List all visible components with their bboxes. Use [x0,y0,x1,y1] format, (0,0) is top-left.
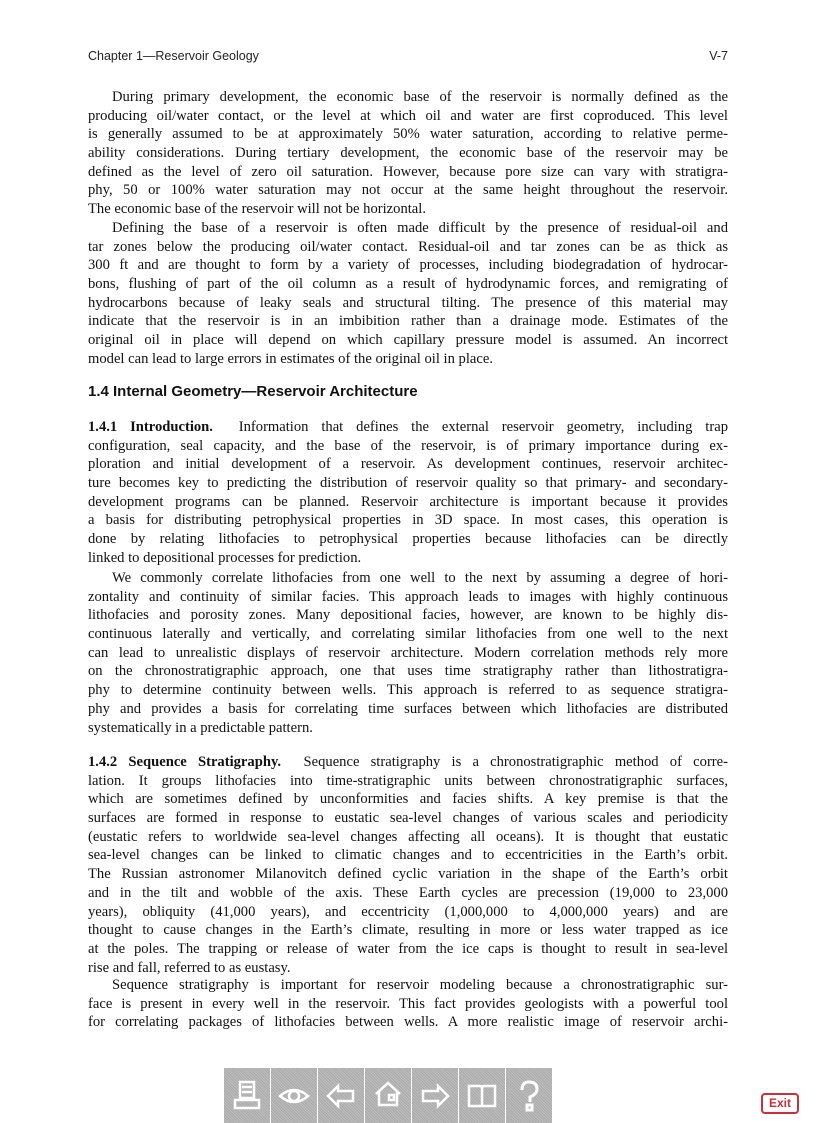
running-header-chapter: Chapter 1—Reservoir Geology [88,49,259,63]
print-icon [230,1079,264,1113]
text-line: During primary development, the economic base of the reservoir is normally defined as the [112,89,728,105]
text-line: and in the tilt and wobble of the axis. These Earth cycles are precession (19,000 to 23,000 [88,884,728,901]
text-line: can lead to unrealistic displays of reservoir architecture. Modern correlation methods rely more [88,644,728,661]
text-line: thought to cause changes in the Earth’s climate, resulting in more or less water trapped as ice [88,922,728,939]
paragraph [88,976,728,1032]
text-line: original oil in place will depend on which capillary pressure model is assumed. An incorrect [88,332,728,349]
contents-button[interactable] [459,1068,505,1123]
back-button[interactable] [318,1068,364,1123]
text-line: lation. It groups lithofacies into time-stratigraphic units between chronostratigraphic surfaces, [88,772,728,789]
view-button[interactable] [271,1068,317,1123]
text-line: phy and provides a basis for correlating time surfaces between which lithofacies are distributed [88,700,728,717]
text-line: continuous laterally and vertically, and correlating similar lithofacies from one well to the next [88,626,728,643]
text-line: is generally assumed to be at approximately 50% water saturation, according to relative perme- [88,126,728,143]
text-line: phy to determine continuity between wells. This approach is referred to as sequence stratigra- [88,682,728,699]
page-number: V-7 [709,49,728,63]
text-line: defined as the level of zero oil saturation. However, because pore size can vary with stratigra- [88,163,728,180]
home-button[interactable] [365,1068,411,1123]
forward-arrow-icon [418,1079,452,1113]
text-line: 300 ft and are thought to form by a variety of processes, including biodegradation of hydrocar- [88,257,728,274]
line-text: Sequence stratigraphy is a chronostratigraphic method of corre- [281,754,729,770]
text-line: on the chronostratigraphic approach, one that uses time stratigraphy rather than lithostratigra- [88,663,728,680]
home-icon [371,1079,405,1113]
book-icon [465,1079,499,1113]
text-line: years), obliquity (41,000 years), and eccentricity (1,000,000 to 4,000,000 years) and are [88,903,728,920]
text-line: The Russian astronomer Milanovitch defined cyclic variation in the shape of the Earth’s orbit [88,866,728,883]
text-line: zontality and continuity of similar facies. This approach leads to images with highly continuous [88,588,728,605]
line-text: Information that defines the external reservoir geometry, including trap [212,419,728,435]
text-line [88,418,728,437]
text-line: linked to depositional processes for prediction. [88,549,362,566]
text-line: at the poles. The trapping or release of water from the ice caps is thought to result in sea-level [88,940,728,957]
section-heading: 1.4 Internal Geometry—Reservoir Architecture [88,383,418,400]
eye-icon [277,1079,311,1113]
forward-button[interactable] [412,1068,458,1123]
text-line: development programs can be planned. Reservoir architecture is important because it provides [88,493,728,510]
text-line: surfaces are formed in response to eustatic sea-level changes of various scales and periodicity [88,810,728,827]
text-line: tar zones below the producing oil/water contact. Residual-oil and tar zones can be as thick as [88,238,728,255]
text-line: Defining the base of a reservoir is often made difficult by the presence of residual-oil and [112,220,728,236]
help-icon [512,1079,546,1113]
text-line: sea-level changes can be linked to climatic changes and to eccentricities in the Earth’s orbit. [88,847,728,864]
text-line: producing oil/water contact, or the level at which oil and water are first coproduced. This level [88,107,728,124]
text-line: We commonly correlate lithofacies from one well to the next by assuming a degree of hori- [112,570,728,586]
text-line: for correlating packages of lithofacies between wells. A more realistic image of reservoir archi- [88,1014,728,1031]
text-line: systematically in a predictable pattern. [88,719,313,736]
text-line: phy, 50 or 100% water saturation may not occur at the same height throughout the reservoir. [88,182,728,199]
text-line: ability considerations. During tertiary development, the economic base of the reservoir may be [88,145,728,162]
text-line: lithofacies and porosity zones. Many depositional facies, however, are known to be highly dis- [88,607,728,624]
run-in-heading: 1.4.2 Sequence Stratigraphy. [88,754,282,770]
paragraph [88,569,728,737]
text-line: hydrocarbons because of leaky seals and structural tilting. The presence of this material may [88,294,728,311]
text-line: bons, flushing of part of the oil column as a result of hydrodynamic forces, and remigrating of [88,276,728,293]
paragraph [88,219,728,369]
text-line: a basis for distributing petrophysical properties in 3D space. In most cases, this operation is [88,512,728,529]
text-line: ture becomes key to predicting the distribution of reservoir quality so that primary- and secondary- [88,475,728,492]
paragraph-introduction [88,418,728,568]
print-button[interactable] [224,1068,270,1123]
text-line: ploration and initial development of a reservoir. As development continues, reservoir architec- [88,456,728,473]
text-line [88,753,728,772]
exit-button[interactable]: Exit [761,1093,799,1114]
text-line: model can lead to large errors in estimates of the original oil in place. [88,350,493,367]
text-line: configuration, seal capacity, and the base of the reservoir, is of primary importance during ex- [88,437,728,454]
text-line: rise and fall, referred to as eustasy. [88,959,291,976]
text-line: The economic base of the reservoir will not be horizontal. [88,201,426,218]
text-line: (eustatic refers to worldwide sea-level changes affecting all oceans). It is thought that eustatic [88,828,728,845]
run-in-heading: 1.4.1 Introduction. [88,419,213,435]
navigation-toolbar [224,1068,552,1123]
back-arrow-icon [324,1079,358,1113]
text-line: which are sometimes defined by unconformities and facies shifts. A key premise is that the [88,791,728,808]
paragraph [88,88,728,219]
text-line: indicate that the reservoir is in an imbibition rather than a drainage mode. Estimates of the [88,313,728,330]
text-line: Sequence stratigraphy is important for reservoir modeling because a chronostratigraphic sur- [112,977,728,993]
paragraph-sequence-stratigraphy [88,753,728,977]
help-button[interactable] [506,1068,552,1123]
text-line: done by relating lithofacies to petrophysical properties because lithofacies can be directly [88,531,728,548]
text-line: face is present in every well in the reservoir. This fact provides geologists with a powerful tool [88,995,728,1012]
